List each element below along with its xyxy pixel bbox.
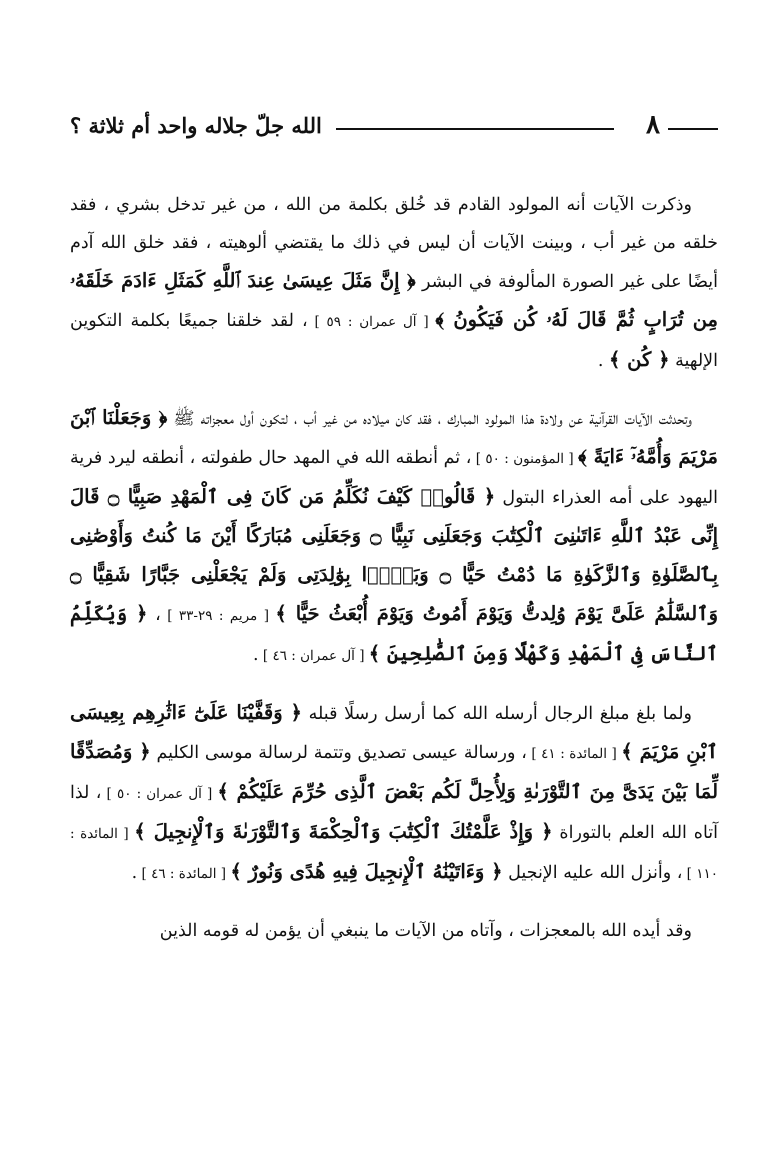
- header-rule-short: [668, 128, 718, 130]
- quran-verse: ﴿ قَالُوا۟ كَيْفَ نُكَلِّمُ مَن كَانَ فِى ٱلْمَهْدِ صَبِيًّا ۝ قَالَ إِنِّى عَبْدُ ٱللَّهِ ءَاتَىٰنِىَ ٱلْكِتَٰبَ وَجَعَلَنِى نَبِيًّا ۝ وَجَعَلَنِى مُبَارَكًا أَيْنَ مَا كُنتُ وَأَوْصَٰنِى بِٱلصَّلَوٰةِ وَٱلزَّكَوٰةِ مَا دُمْتُ حَيًّا ۝ وَبَرًّۢا بِوَٰلِدَتِى وَلَمْ يَجْعَلْنِى جَبَّارًا شَقِيًّا ۝ وَٱلسَّلَٰمُ عَلَىَّ يَوْمَ وُلِدتُّ وَيَوْمَ أَمُوتُ وَيَوْمَ أُبْعَثُ حَيًّا ﴾: [70, 485, 719, 625]
- body-text: ، ورسالة عيسى تصديق وتتمة لرسالة موسى الكليم: [150, 743, 527, 763]
- quran-verse: ﴿ وَيُكَلِّمُ ٱلنَّاسَ فِى ٱلْمَهْدِ وَكَهْلًا وَمِنَ ٱلصَّٰلِحِينَ ﴾: [70, 602, 718, 665]
- verse-reference: [ آل عمران : ٤٦ ]: [258, 648, 369, 664]
- quran-verse: ﴿ وَقَفَّيْنَا عَلَىٰٓ ءَاثَٰرِهِم بِعِيسَى ٱبْنِ مَرْيَمَ ﴾: [70, 701, 718, 763]
- body-text: وذكرت الآيات أنه المولود القادم قد خُلق بكلمة من الله ، من غير تدخل بشري ، فقد خلقه من غير أب ، وبينت الآيات أن ليس في ذلك ما يقتضي ألوهيته ، فقد خلق الله آدم أيضًا على غير الصورة المألوفة في البشر: [70, 195, 719, 292]
- verse-reference: [ المائدة : ٤١ ]: [526, 746, 622, 762]
- body-text: ، ثم أنطقه الله في المهد حال طفولته ، أنطقه ليرد فرية اليهود على أمه العذراء البتول: [70, 448, 718, 508]
- quran-verse: ﴿ كُن ﴾: [608, 348, 670, 371]
- quran-verse: ﴿ وَجَعَلْنَا ٱبْنَ مَرْيَمَ وَأُمَّهُۥٓ ءَايَةً ﴾: [70, 406, 718, 468]
- page-number: ٨: [646, 110, 660, 140]
- verse-reference: [ المائدة : ٤٦ ]: [137, 866, 231, 882]
- body-text: ، لذا آتاه الله العلم بالتوراة: [70, 783, 719, 843]
- body-text: ولما بلغ مبلغ الرجال أرسله الله كما أرسل رسلًا قبله: [301, 704, 692, 724]
- body-paragraph: [70, 186, 718, 380]
- verse-reference: [ المؤمنون : ٥٠ ]: [471, 451, 579, 467]
- book-title: الله جلّ جلاله واحد أم ثلاثة ؟: [70, 112, 322, 138]
- body-text: ، لقد خلقنا جميعًا بكلمة التكوين الإلهية: [70, 311, 718, 371]
- running-header: [70, 108, 718, 142]
- body-paragraph: [70, 694, 718, 893]
- body-text: ، وأنزل الله عليه الإنجيل: [502, 863, 683, 883]
- verse-reference: [ آل عمران : ٥٠ ]: [101, 786, 218, 802]
- verse-reference: [ مريم : ٢٩-٣٣ ]: [160, 608, 276, 624]
- body-text: .: [131, 863, 138, 883]
- quran-verse: ﴿ إِنَّ مَثَلَ عِيسَىٰ عِندَ ٱللَّهِ كَمَثَلِ ءَادَمَ خَلَقَهُۥ مِن تُرَابٍ ثُمَّ قَالَ لَهُۥ كُن فَيَكُونُ ﴾: [70, 269, 718, 331]
- header-rule-long: [336, 128, 614, 130]
- body-text: .: [597, 351, 609, 371]
- body-text: .: [253, 645, 259, 665]
- quran-verse: ﴿ وَءَاتَيْنَٰهُ ٱلْإِنجِيلَ فِيهِ هُدًى وَنُورٌ ﴾: [230, 860, 503, 883]
- body-text: وتحدثت الآيات القرآنية عن ولادة هذا المولود المبارك ، فقد كان ميلاده من غير أب ، لتكون أول معجزاته ﷺ: [167, 409, 692, 429]
- quran-verse: ﴿ وَمُصَدِّقًا لِّمَا بَيْنَ يَدَىَّ مِنَ ٱلتَّوْرَىٰةِ وَلِأُحِلَّ لَكُم بَعْضَ ٱلَّذِى حُرِّمَ عَلَيْكُمْ ﴾: [70, 740, 719, 803]
- verse-reference: [ آل عمران : ٥٩ ]: [307, 314, 436, 330]
- body-text: وقد أيده الله بالمعجزات ، وآتاه من الآيات ما ينبغي أن يؤمن له قومه الذين: [159, 921, 692, 941]
- body-text: ،: [147, 605, 161, 625]
- quran-verse: ﴿ وَإِذْ عَلَّمْتُكَ ٱلْكِتَٰبَ وَٱلْحِكْمَةَ وَٱلتَّوْرَىٰةَ وَٱلْإِنجِيلَ ﴾: [134, 820, 553, 843]
- body-paragraph: [70, 399, 718, 675]
- page-body: [70, 186, 718, 969]
- verse-reference: [ المائدة : ١١٠ ]: [70, 826, 718, 882]
- body-paragraph: [70, 912, 718, 950]
